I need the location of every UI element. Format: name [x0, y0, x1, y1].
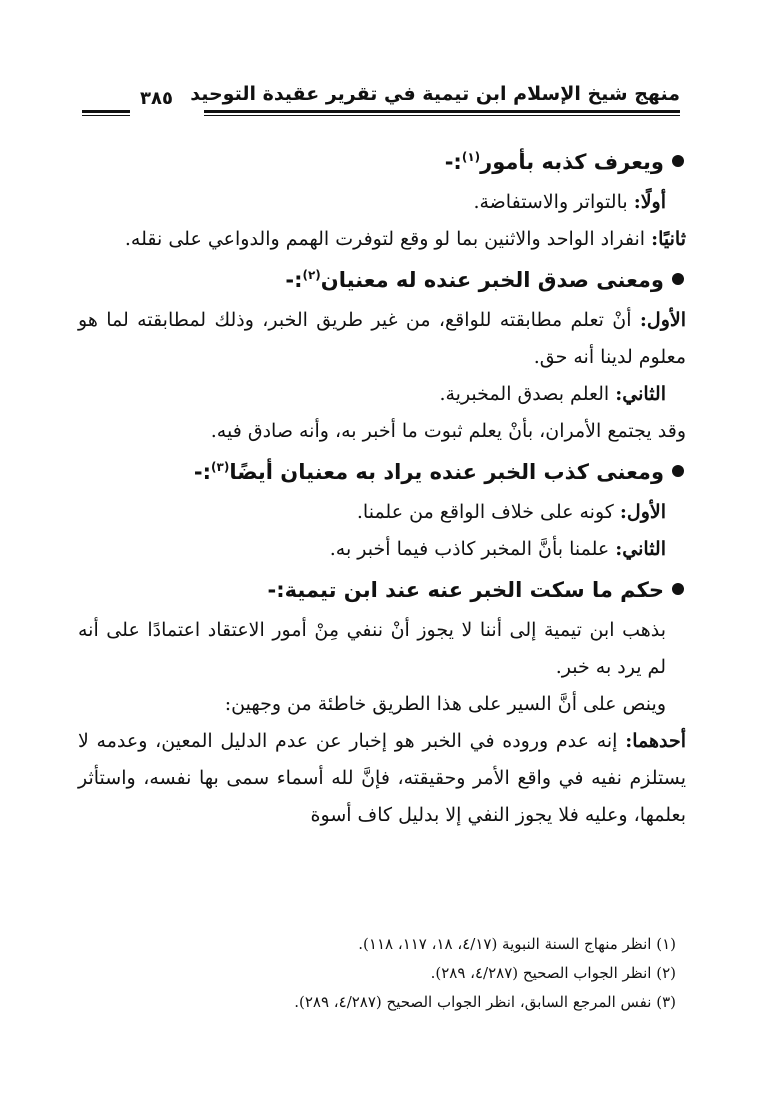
paragraph-text: وقد يجتمع الأمران، بأنْ يعلم ثبوت ما أخبر به، وأنه صادق فيه. — [210, 420, 686, 442]
paragraph — [78, 531, 686, 568]
footnote: (٢) انظر الجواب الصحيح (٤/٢٨٧، ٢٨٩). — [430, 964, 676, 982]
paragraph-text: علمنا بأنَّ المخبر كاذب فيما أخبر به. — [329, 538, 616, 560]
page-number: ٣٨٥ — [140, 88, 173, 109]
footnote-ref: (٣) — [211, 460, 230, 474]
paragraph — [78, 494, 686, 531]
bullet-icon — [672, 273, 684, 285]
bullet-icon — [672, 155, 684, 167]
bullet-icon — [672, 465, 684, 477]
paragraph-text: بذهب ابن تيمية إلى أننا لا يجوز أنْ ننفي مِنْ أمور الاعتقاد اعتمادًا على أنه لم يرد به خبر. — [78, 619, 667, 678]
paragraph-label: الثاني: — [615, 538, 666, 560]
bullet-icon — [672, 583, 684, 595]
heading-tail: :- — [193, 460, 212, 484]
section-heading — [78, 258, 686, 302]
page-number-rule — [82, 110, 130, 116]
section-heading — [78, 450, 686, 494]
footnote: (٣) نفس المرجع السابق، انظر الجواب الصحيح (٤/٢٨٧، ٢٨٩). — [294, 993, 676, 1011]
main-text — [78, 140, 686, 834]
footnotes — [78, 930, 686, 1017]
paragraph-text: كونه على خلاف الواقع من علمنا. — [356, 501, 620, 523]
paragraph — [78, 184, 686, 221]
paragraph-text: إنه عدم وروده في الخبر هو إخبار عن عدم الدليل المعين، وعدمه لا يستلزم نفيه في واقع الأمر وحقيقته، فإنَّ لله أسماء سمى بها نفسه، واستأثر بعلمها، وعليه فلا يجوز النفي إلا بدليل كاف أسوة — [78, 730, 686, 826]
paragraph — [78, 221, 686, 258]
paragraph — [78, 612, 686, 686]
paragraph-text: وينص على أنَّ السير على هذا الطريق خاطئة من وجهين: — [224, 693, 666, 715]
paragraph — [78, 302, 686, 376]
paragraph-text: بالتواتر والاستفاضة. — [473, 191, 634, 213]
paragraph — [78, 376, 686, 413]
footnote-ref: (٢) — [302, 268, 321, 282]
paragraph — [78, 686, 686, 723]
paragraph-label: أولًا: — [633, 191, 666, 213]
heading-text: ومعنى كذب الخبر عنده يراد به معنيان أيضًا — [229, 460, 664, 484]
footnote-ref: (١) — [461, 150, 481, 164]
running-title: منهج شيخ الإسلام ابن تيمية في تقرير عقيدة التوحيد — [190, 83, 680, 105]
heading-tail: :- — [285, 268, 303, 292]
paragraph-label: الأول: — [639, 309, 686, 331]
page-header — [82, 78, 680, 118]
heading-text: ومعنى صدق الخبر عنده له معنيان — [320, 268, 664, 292]
paragraph-text: انفراد الواحد والاثنين بما لو وقع لتوفرت الهمم والدواعي على نقله. — [124, 228, 652, 250]
paragraph-text: العلم بصدق المخبرية. — [439, 383, 616, 405]
paragraph-label: أحدهما: — [625, 730, 686, 752]
heading-text: ويعرف كذبه بأمور — [480, 150, 664, 174]
paragraph — [78, 413, 686, 450]
header-rule — [204, 110, 680, 116]
paragraph — [78, 723, 686, 834]
paragraph-label: الأول: — [619, 501, 666, 523]
section-heading — [78, 568, 686, 612]
section-heading — [78, 140, 686, 184]
footnote: (١) انظر منهاج السنة النبوية (٤/١٧، ١٨، ١١٧، ١١٨). — [358, 935, 676, 953]
paragraph-label: الثاني: — [615, 383, 666, 405]
heading-tail: :- — [444, 150, 462, 174]
paragraph-label: ثانيًا: — [651, 228, 686, 250]
paragraph-text: أنْ تعلم مطابقته للواقع، من غير طريق الخبر، وذلك لمطابقته لما هو معلوم لدينا أنه حق. — [78, 309, 686, 368]
heading-text: حكم ما سكت الخبر عنه عند ابن تيمية:- — [267, 578, 664, 602]
